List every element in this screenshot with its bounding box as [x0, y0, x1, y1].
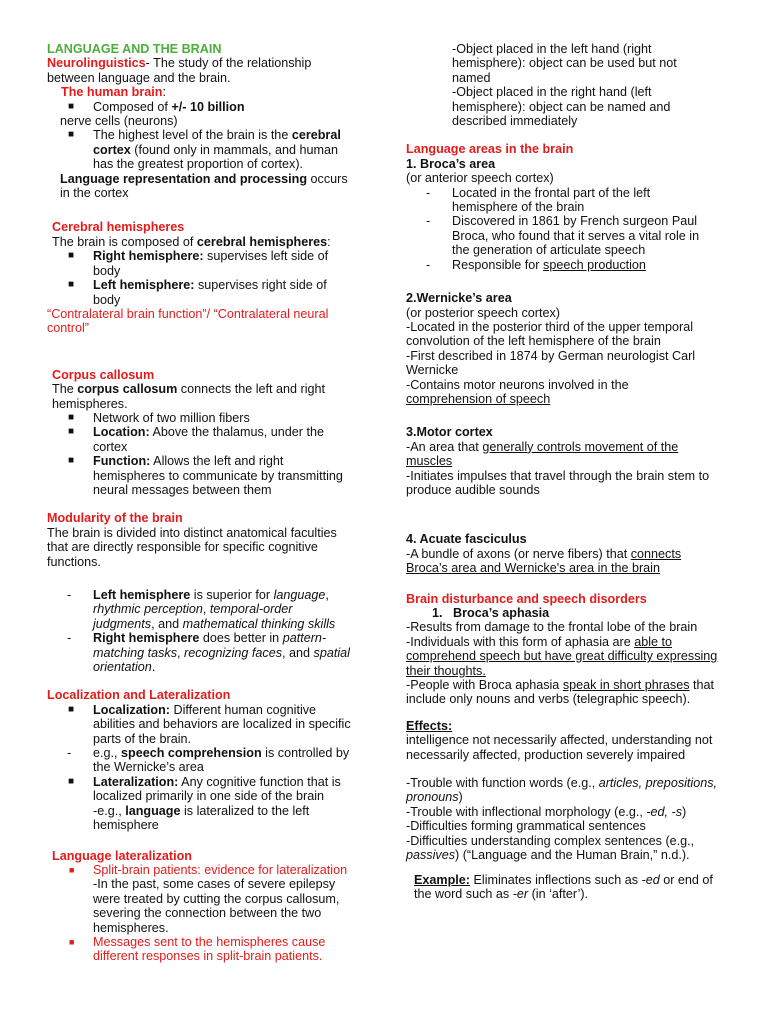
- list-item: ■ Right hemisphere: supervises left side of body: [68, 249, 329, 278]
- list-item: ■ Network of two million fibers: [68, 410, 250, 425]
- example-paragraph: Example: Eliminates inflections such as -ed or end of the word such as -er (in ‘after’).: [414, 872, 713, 901]
- section-heading: Cerebral hemispheres: [52, 220, 185, 235]
- section-heading: Modularity of the brain: [47, 511, 183, 526]
- list-item: ■ The highest level of the brain is the cerebral cortex (found only in mammals, and human has the greatest proportion of cortex).: [68, 128, 341, 172]
- paragraph: -Results from damage to the frontal lobe of the brain: [406, 620, 698, 635]
- section-heading: Brain disturbance and speech disorders: [406, 591, 647, 606]
- paragraph: (or posterior speech cortex): [406, 305, 560, 320]
- paragraph: -Difficulties forming grammatical sentences: [406, 819, 646, 834]
- paragraph: The brain is divided into distinct anatomical faculties that are directly responsible for specific cognitive functions.: [47, 525, 337, 569]
- page-title: LANGUAGE AND THE BRAIN: [47, 42, 222, 56]
- paragraph: -Object placed in the left hand (right hemisphere): object can be used but not named: [452, 42, 677, 85]
- paragraph: “Contralateral brain function”/ “Contralateral neural control”: [47, 306, 329, 336]
- section-heading: Language lateralization: [52, 848, 192, 863]
- list-item-continuation: -In the past, some cases of severe epilepsy were treated by cutting the corpus callosum, severing the connection between the two hemispheres.: [93, 877, 340, 935]
- list-item: ■ Function: Allows the left and right hemispheres to communicate by transmitting neural messages between them: [68, 454, 343, 497]
- list-item: ■ Split-brain patients: evidence for lateralization: [69, 862, 348, 877]
- right-column: [406, 42, 718, 901]
- paragraph: -Initiates impulses that travel through the brain stem to produce audible sounds: [406, 468, 710, 497]
- list-item: ■ Composed of +/- 10 billion: [68, 99, 245, 114]
- list-item: ■ Lateralization: Any cognitive function that is localized primarily in one side of the brain: [68, 774, 341, 804]
- neurolinguistics-definition: Neurolinguistics- The study of the relationship between language and the brain.: [47, 56, 312, 85]
- paragraph: -Trouble with function words (e.g., articles, prepositions, pronouns): [406, 776, 718, 805]
- list-item-continuation: nerve cells (neurons): [60, 114, 178, 129]
- paragraph: -A bundle of axons (or nerve fibers) that connects Broca’s area and Wernicke's area in the brain: [406, 546, 682, 576]
- paragraph: -An area that generally controls movement of the muscles: [406, 439, 679, 469]
- paragraph: The brain is composed of cerebral hemispheres:: [52, 234, 331, 249]
- list-item: - Responsible for speech production: [426, 257, 646, 272]
- list-item: - e.g., speech comprehension is controlled by the Wernicke’s area: [67, 746, 350, 775]
- subheading: 1. Broca’s area: [406, 156, 496, 171]
- list-item: - Left hemisphere is superior for language, rhythmic perception, temporal-order judgments, and mathematical thinking skills: [67, 588, 336, 631]
- language-representation: Language representation and processing occurs in the cortex: [60, 171, 348, 201]
- paragraph: -First described in 1874 by German neurologist Carl Wernicke: [406, 348, 696, 378]
- paragraph: -Object placed in the right hand (left hemisphere): object can be named and described immediately: [452, 85, 671, 129]
- paragraph: (or anterior speech cortex): [406, 171, 554, 186]
- list-item: ■ Location: Above the thalamus, under the cortex: [68, 425, 325, 454]
- paragraph: -People with Broca aphasia speak in short phrases that include only nouns and verbs (telegraphic speech).: [406, 678, 715, 707]
- list-item: ■ Messages sent to the hemispheres cause different responses in split-brain patients.: [69, 934, 326, 964]
- subheading: 2.Wernicke’s area: [406, 291, 512, 306]
- paragraph: -Difficulties understanding complex sentences (e.g., passives) (“Language and the Human Brain,” n.d.).: [406, 833, 695, 863]
- paragraph: The corpus callosum connects the left and right hemispheres.: [52, 382, 326, 411]
- paragraph: intelligence not necessarily affected, understanding not necessarily affected, production severely impaired: [406, 733, 713, 762]
- list-item-continuation: -e.g., language is lateralized to the left hemisphere: [93, 803, 310, 833]
- section-heading: Language areas in the brain: [406, 142, 574, 157]
- section-heading: Corpus callosum: [52, 367, 155, 382]
- section-heading: Localization and Lateralization: [47, 688, 231, 703]
- list-item: ■ Localization: Different human cognitive abilities and behaviors are localized in specific parts of the brain.: [68, 702, 351, 746]
- list-item: - Right hemisphere does better in pattern-matching tasks, recognizing faces, and spatial orientation.: [67, 631, 350, 675]
- human-brain-heading: The human brain:: [61, 85, 166, 100]
- effects-heading: Effects:: [406, 718, 453, 733]
- left-column: [47, 42, 357, 964]
- list-item: - Discovered in 1861 by French surgeon Paul Broca, who found that it serves a vital role in the generation of articulate speech: [426, 214, 700, 258]
- paragraph: -Located in the posterior third of the upper temporal convolution of the left hemisphere of the brain: [406, 319, 694, 349]
- list-item: ■ Left hemisphere: supervises right side of body: [68, 278, 327, 307]
- subheading: 1. Broca’s aphasia: [432, 606, 550, 620]
- subheading: 4. Acuate fasciculus: [406, 532, 527, 547]
- paragraph: -Contains motor neurons involved in the comprehension of speech: [406, 377, 629, 406]
- paragraph: -Trouble with inflectional morphology (e.g., -ed, -s): [406, 804, 687, 819]
- subheading: 3.Motor cortex: [406, 425, 493, 440]
- list-item: - Located in the frontal part of the left hemisphere of the brain: [426, 185, 651, 215]
- paragraph: -Individuals with this form of aphasia are able to comprehend speech but have great difficulty expressing their thoughts.: [406, 634, 718, 678]
